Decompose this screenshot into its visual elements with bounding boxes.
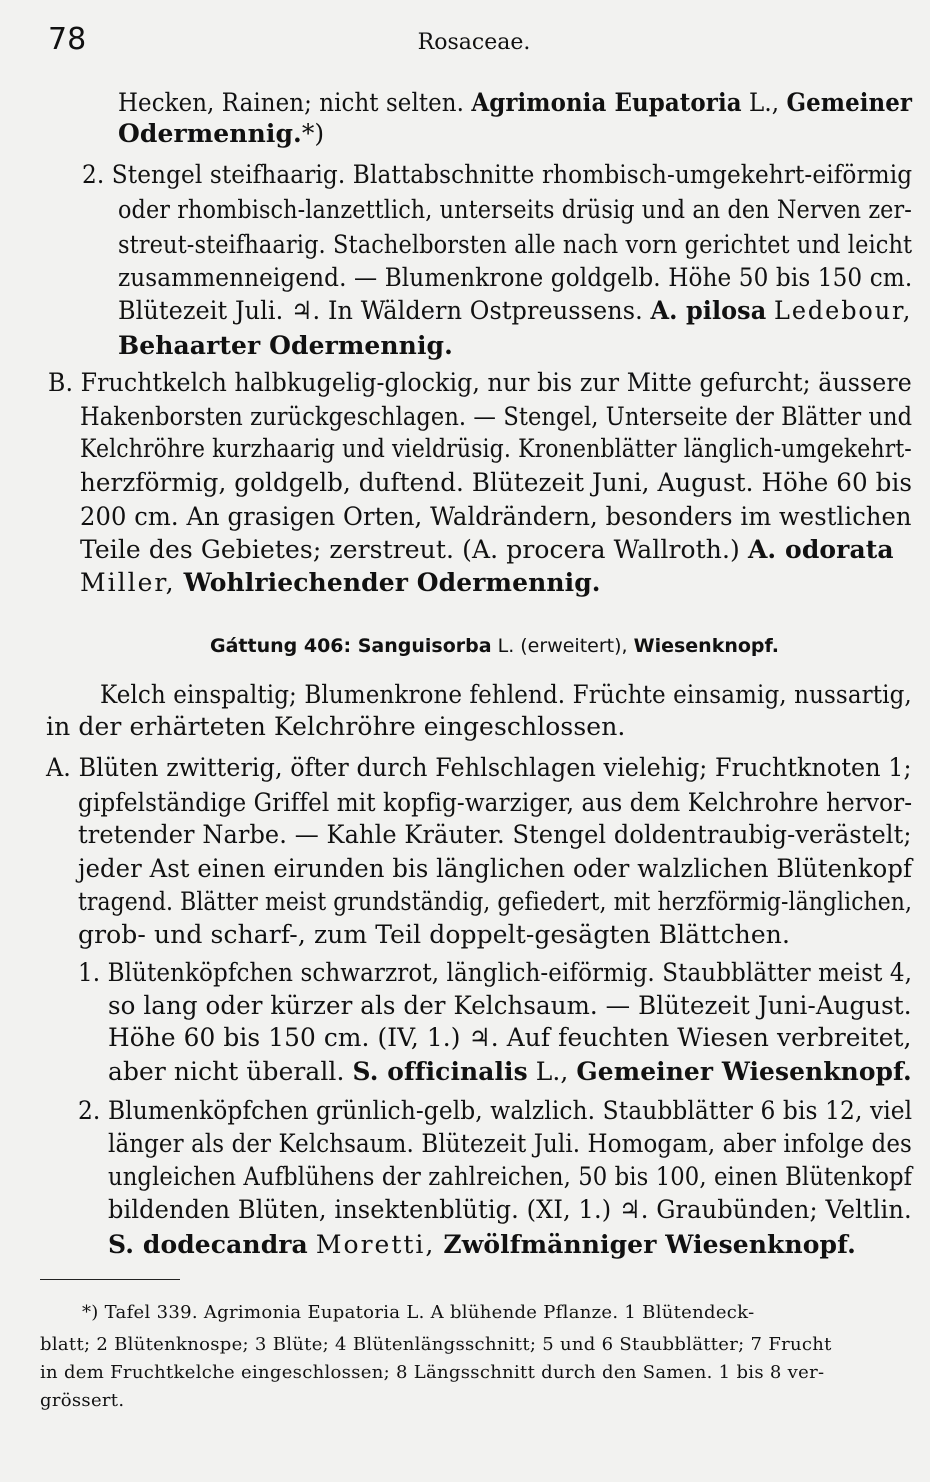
text-line: Höhe 60 bis 150 cm. (IV, 1.) ♃. Auf feuchten Wiesen verbreitet, [108, 1023, 912, 1052]
text-line: 200 cm. An grasigen Orten, Waldrändern, besonders im westlichen [80, 502, 912, 531]
genus-heading-author: L. (erweitert), [497, 635, 628, 657]
text-span: Hecken, Rainen; nicht selten. [118, 88, 465, 117]
text-line: länger als der Kelchsaum. Blütezeit Juli. Homogam, aber infolge des [108, 1129, 912, 1158]
text-line: tretender Narbe. — Kahle Kräuter. Stengel doldentraubig-verästelt; [78, 820, 912, 849]
text-line: 2. Blumenköpfchen grünlich-gelb, walzlich. Staubblätter 6 bis 12, viel [78, 1096, 913, 1125]
text-line: Kelchröhre kurzhaarig und vieldrüsig. Kronenblätter länglich-umgekehrt- [80, 434, 912, 463]
page-header [48, 22, 900, 62]
text-line: streut-steifhaarig. Stachelborsten alle nach vorn gerichtet und leicht [118, 230, 913, 259]
text-line: jeder Ast einen eirunden bis länglichen oder walzlichen Blütenkopf [78, 854, 913, 883]
footnote-mark: *) [301, 119, 325, 148]
species-name: S. dodecandra [108, 1230, 308, 1259]
genus-heading [210, 635, 779, 657]
text-line [118, 296, 912, 325]
common-name: Gemeiner [786, 88, 913, 117]
genus-heading-title: Gáttung 406: Sanguisorba [210, 635, 492, 657]
author-name: Miller, [80, 568, 176, 597]
text-line: oder rhombisch-lanzettlich, unterseits drüsig und an den Nerven zer- [118, 195, 912, 224]
text-line: gipfelständige Griffel mit kopfig-warziger, aus dem Kelchrohre hervor- [78, 788, 913, 817]
species-name: Agrimonia Eupatoria [471, 88, 742, 117]
species-name: A. pilosa [650, 296, 767, 325]
text-line: herzförmig, goldgelb, duftend. Blütezeit Juni, August. Höhe 60 bis [80, 468, 913, 497]
common-name: Wohlriechender Odermennig. [183, 568, 601, 597]
author-abbrev: L., [749, 88, 780, 117]
common-name: Gemeiner Wiesenknopf. [576, 1057, 912, 1086]
text-line: 1. Blütenköpfchen schwarzrot, länglich-eiförmig. Staubblätter meist 4, [78, 958, 913, 987]
text-line: grob- und scharf-, zum Teil doppelt-gesägten Blättchen. [78, 920, 791, 949]
text-line: B. Fruchtkelch halbkugelig-glockig, nur bis zur Mitte gefurcht; äussere [48, 368, 912, 397]
species-name: A. odorata [747, 535, 894, 564]
footnote-line: in dem Fruchtkelche eingeschlossen; 8 Längsschnitt durch den Samen. 1 bis 8 ver- [40, 1362, 825, 1383]
text-line: so lang oder kürzer als der Kelchsaum. — Blütezeit Juni-August. [108, 991, 912, 1020]
text-line: in der erhärteten Kelchröhre eingeschlossen. [46, 712, 626, 741]
text-line [80, 535, 894, 564]
footnote-line: *) Tafel 339. Agrimonia Eupatoria L. A blühende Pflanze. 1 Blütendeck- [82, 1302, 755, 1323]
text-line: ungleichen Aufblühens der zahlreichen, 50 bis 100, einen Blütenkopf [108, 1162, 913, 1191]
text-line: bildenden Blüten, insektenblütig. (XI, 1.) ♃. Graubünden; Veltlin. [108, 1195, 912, 1224]
text-line: zusammenneigend. — Blumenkrone goldgelb. Höhe 50 bis 150 cm. [118, 263, 913, 292]
text-line [118, 119, 324, 148]
text-span: Blütezeit Juli. ♃. In Wäldern Ostpreussens. [118, 296, 643, 325]
text-line: Kelch einspaltig; Blumenkrone fehlend. Früchte einsamig, nussartig, [100, 680, 912, 709]
text-line: 2. Stengel steifhaarig. Blattabschnitte rhombisch-umgekehrt-eiförmig [82, 160, 913, 189]
footnote-line: grössert. [40, 1390, 125, 1411]
page-number: 78 [48, 22, 87, 57]
author-name: Moretti, [315, 1230, 436, 1259]
text-line [118, 88, 912, 117]
text-line [108, 1230, 856, 1259]
genus-heading-common: Wiesenknopf. [633, 635, 779, 657]
text-line: tragend. Blätter meist grundständig, gefiedert, mit herzförmig-länglichen, [78, 887, 913, 916]
text-line: Hakenborsten zurückgeschlagen. — Stengel, Unterseite der Blätter und [80, 402, 913, 431]
common-name: Odermennig. [118, 119, 302, 148]
text-line: A. Blüten zwitterig, öfter durch Fehlschlagen vielehig; Fruchtknoten 1; [46, 753, 912, 782]
footnote-line: blatt; 2 Blütenknospe; 3 Blüte; 4 Blütenlängsschnitt; 5 und 6 Staubblätter; 7 Frucht [40, 1334, 832, 1355]
running-head: Rosaceae. [417, 30, 531, 55]
text-span: Teile des Gebietes; zerstreut. (A. procera Wallroth.) [80, 535, 740, 564]
footnote-divider [40, 1279, 180, 1280]
author-name: Ledebour, [774, 296, 913, 325]
common-name: Zwölfmänniger Wiesenknopf. [443, 1230, 856, 1259]
common-name: Behaarter Odermennig. [118, 331, 453, 360]
species-name: S. officinalis [352, 1057, 528, 1086]
text-line [80, 568, 601, 597]
text-span: aber nicht überall. [108, 1057, 345, 1086]
author-abbrev: L., [535, 1057, 569, 1086]
text-line [108, 1057, 912, 1086]
